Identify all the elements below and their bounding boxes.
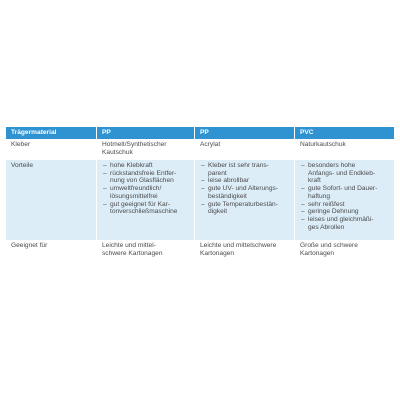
kleber-cell-pvc: Naturkautschuk xyxy=(295,139,394,160)
list-item: – rückstandsfreie Entfer- nung von Glasflächen xyxy=(102,170,191,185)
vorteile-list-pp-1 xyxy=(102,162,191,216)
list-item: – sehr reißfest xyxy=(300,201,391,209)
table-header-row xyxy=(6,127,394,139)
geeignet-cell-pp-2: Leichte und mittelschwere Kartonagen xyxy=(195,240,295,261)
header-traegermaterial: Trägermaterial xyxy=(6,127,97,139)
list-item: – geringe Dehnung xyxy=(300,208,391,216)
vorteile-cell-pvc xyxy=(295,160,394,240)
tape-comparison-table xyxy=(6,127,394,261)
list-item: – gute Temperaturbestän- digkeit xyxy=(200,201,291,216)
list-item: – umweltfreundlich/ lösungsmittelfrei xyxy=(102,185,191,200)
kleber-cell-pp-2: Acrylat xyxy=(195,139,295,160)
geeignet-cell-pp-1: Leichte und mittel- schwere Kartonagen xyxy=(97,240,195,261)
list-item: – Kleber ist sehr trans- parent xyxy=(200,162,291,177)
list-item: – leise abrollbar xyxy=(200,177,291,185)
vorteile-cell-pp-2 xyxy=(195,160,295,240)
table-row-geeignet xyxy=(6,240,394,261)
header-col-pvc: PVC xyxy=(295,127,394,139)
list-item: – gute Sofort- und Dauer- haftung xyxy=(300,185,391,200)
list-item: – besonders hohe Anfangs- und Endkleb- kraft xyxy=(300,162,391,185)
kleber-cell-pp-1: Hotmelt/Synthetischer Kautschuk xyxy=(97,139,195,160)
list-item: – leises und gleichmäßi- ges Abrollen xyxy=(300,216,391,231)
row-label-geeignet: Geeignet für xyxy=(6,240,97,261)
vorteile-list-pp-2 xyxy=(200,162,291,216)
vorteile-cell-pp-1 xyxy=(97,160,195,240)
row-label-kleber: Kleber xyxy=(6,139,97,160)
table-row-kleber xyxy=(6,139,394,160)
header-col-pp-2: PP xyxy=(195,127,295,139)
geeignet-cell-pvc: Große und schwere Kartonagen xyxy=(295,240,394,261)
row-label-vorteile: Vorteile xyxy=(6,160,97,240)
list-item: – gute UV- und Alterungs- beständigkeit xyxy=(200,185,291,200)
vorteile-list-pvc xyxy=(300,162,391,231)
list-item: – gut geeignet für Kar- tonverschließmaschine xyxy=(102,201,191,216)
list-item: – hohe Klebkraft xyxy=(102,162,191,170)
header-col-pp-1: PP xyxy=(97,127,195,139)
table-row-vorteile xyxy=(6,160,394,240)
